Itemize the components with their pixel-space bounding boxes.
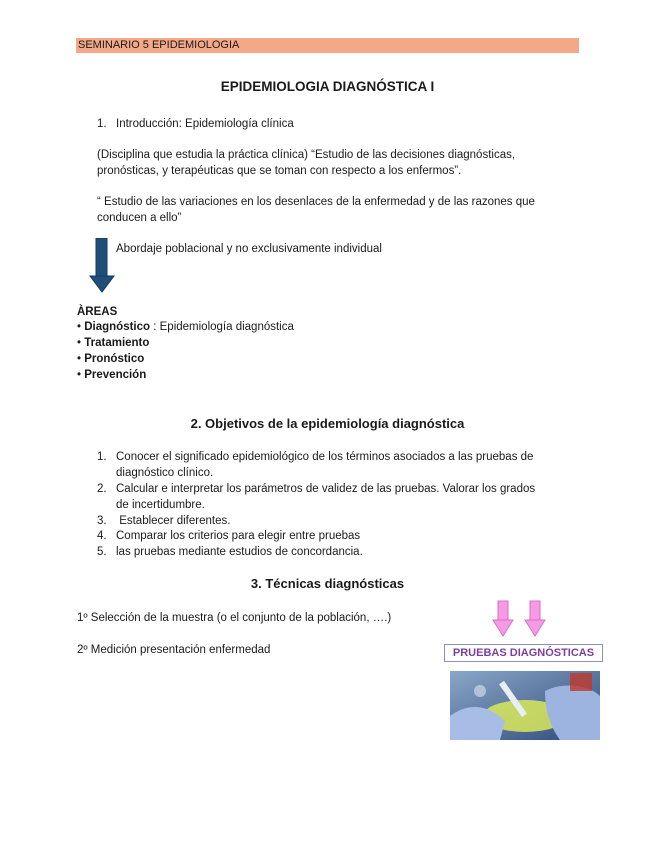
bullet: • (77, 337, 82, 349)
intro-paragraph2-line1: “ Estudio de las variaciones en los desenlaces de la enfermedad y de las razones que (97, 196, 535, 208)
area-suffix: : Epidemiología diagnóstica (150, 321, 294, 333)
intro-paragraph2-line2: conducen a ello” (97, 212, 182, 224)
page-title: EPIDEMIOLOGIA DIAGNÓSTICA I (220, 79, 435, 94)
intro-paragraph1-line1: (Disciplina que estudia la práctica clínica) “Estudio de las decisiones diagnósticas, (97, 149, 516, 161)
pink-arrows-icon (492, 600, 552, 638)
intro-heading-text: Introducción: Epidemiología clínica (116, 118, 294, 130)
pruebas-diagnosticas-label: PRUEBAS DIAGNÓSTICAS (444, 644, 603, 662)
areas-item (77, 369, 146, 381)
arrow-caption: Abordaje poblacional y no exclusivamente individual (116, 243, 382, 255)
item-line: las pruebas mediante estudios de concordancia. (116, 546, 363, 558)
item-number: 1. (97, 451, 107, 463)
list-item (97, 528, 577, 544)
list-item (97, 481, 577, 511)
lab-photo-image (450, 671, 600, 740)
bullet: • (77, 321, 82, 333)
list-item (97, 544, 577, 560)
intro-paragraph1-line2: pronósticas, y terapéuticas que se toman con respecto a los enfermos”. (97, 165, 462, 177)
item-line: Conocer el significado epidemiológico de los términos asociados a las pruebas de (116, 451, 534, 463)
intro-number: 1. (97, 118, 107, 130)
area-label-tratamiento: Tratamiento (84, 337, 150, 349)
areas-heading: ÀREAS (77, 306, 118, 318)
techniques-heading: 3. Técnicas diagnósticas (250, 576, 405, 591)
technique-step-2: 2º Medición presentación enfermedad (77, 644, 271, 656)
area-label-prevencion: Prevención (84, 369, 147, 381)
item-line: Comparar los criterios para elegir entre pruebas (116, 530, 361, 542)
item-line: Establecer diferentes. (116, 515, 231, 527)
technique-step-1: 1º Selección de la muestra (o el conjunto de la población, ….) (77, 612, 392, 624)
item-number: 4. (97, 530, 107, 542)
areas-item (77, 337, 149, 349)
objectives-heading: 2. Objetivos de la epidemiología diagnóstica (190, 416, 465, 431)
list-item (97, 449, 577, 479)
areas-item (77, 353, 144, 365)
area-label-pronostico: Pronóstico (84, 353, 145, 365)
area-label-diagnostico: Diagnóstico (84, 321, 151, 333)
item-line: diagnóstico clínico. (116, 467, 214, 479)
intro-heading (97, 118, 294, 130)
bullet: • (77, 369, 82, 381)
item-line: Calcular e interpretar los parámetros de validez de las pruebas. Valorar los grados (116, 483, 536, 495)
item-line: de incertidumbre. (116, 499, 205, 511)
item-number: 5. (97, 546, 107, 558)
down-arrow-icon (89, 238, 115, 294)
list-item (97, 513, 577, 529)
item-number: 3. (97, 515, 107, 527)
areas-item (77, 321, 294, 333)
item-number: 2. (97, 483, 107, 495)
bullet: • (77, 353, 82, 365)
header-text: SEMINARIO 5 EPIDEMIOLOGIA (78, 39, 240, 51)
